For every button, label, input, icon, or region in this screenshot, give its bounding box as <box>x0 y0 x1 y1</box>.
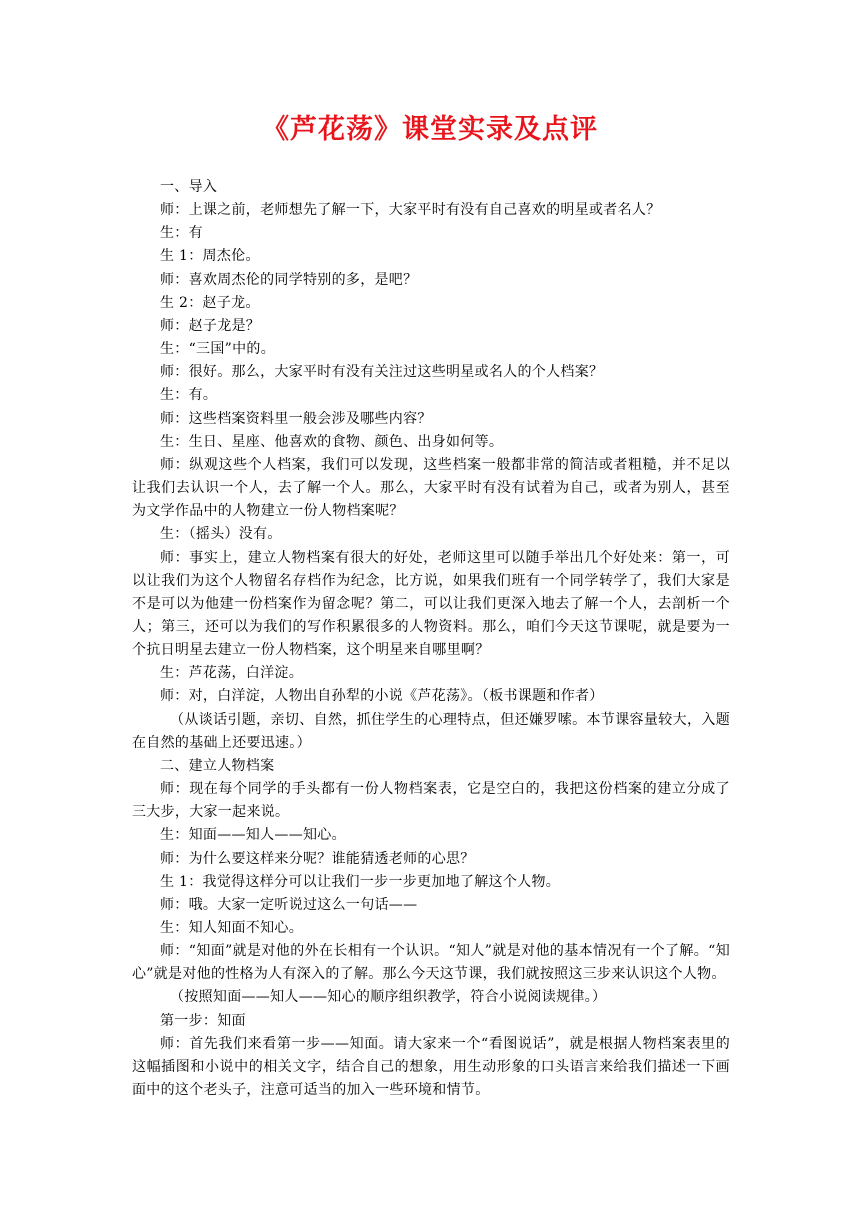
paragraph: 师：这些档案资料里一般会涉及哪些内容？ <box>160 410 432 427</box>
paragraph: 师：哦。大家一定听说过这么一句话—— <box>160 896 418 913</box>
commentary-paragraph: （按照知面——知人——知心的顺序组织教学，符合小说阅读规律。） <box>170 989 607 1006</box>
paragraph: 师：纵观这些个人档案，我们可以发现，这些档案一般都非常的简洁或者粗糙，并不足以让我们去认识一个人，去了解一个人。那么，大家平时有没有试着为自己，或者为别人，甚至为文学作品中的人物建立一份人物档案呢？ <box>132 456 730 520</box>
paragraph: 师：事实上，建立人物档案有很大的好处，老师这里可以随手举出几个好处来：第一，可以让我们为这个人物留名存档作为纪念，比方说，如果我们班有一个同学转学了，我们大家是不是可以为他建一份档案作为留念呢？第二，可以让我们更深入地去了解一个人，去剖析一个人；第三，还可以为我们的写作积累很多的人物资料。那么，咱们今天这节课呢，就是要为一个抗日明星去建立一份人物档案，这个明星来自哪里啊？ <box>132 549 730 659</box>
paragraph: 第一步：知面 <box>160 1012 246 1029</box>
paragraph: 师：“知面”就是对他的外在长相有一个认识。“知人”就是对他的基本情况有一个了解。“知心”就是对他的性格为人有深入的了解。那么今天这节课，我们就按照这三步来认识这个人物。 <box>132 943 730 983</box>
paragraph: 生 1：周杰伦。 <box>160 248 260 265</box>
paragraph: 生：有 <box>160 225 203 242</box>
paragraph: 生 2：赵子龙。 <box>160 294 260 311</box>
paragraph: 师：喜欢周杰伦的同学特别的多，是吧？ <box>160 271 418 288</box>
paragraph: 一、导入 <box>160 179 218 195</box>
paragraph: 师：上课之前，老师想先了解一下，大家平时有没有自己喜欢的明星或者名人？ <box>160 202 661 219</box>
paragraph: 师：为什么要这样来分呢？谁能猜透老师的心思？ <box>160 850 475 867</box>
paragraph: 生：知面——知人——知心。 <box>160 827 346 844</box>
paragraph: 生：知人知面不知心。 <box>160 920 303 936</box>
paragraph: 生：（摇头）没有。 <box>160 526 282 543</box>
paragraph: 师：现在每个同学的手头都有一份人物档案表，它是空白的，我把这份档案的建立分成了三大步，大家一起来说。 <box>132 781 730 821</box>
paragraph: 师：对，白洋淀，人物出自孙犁的小说《芦花荡》。（板书课题和作者） <box>160 688 604 705</box>
paragraph: 生：有。 <box>160 387 218 404</box>
paragraph: 师：很好。那么，大家平时有没有关注过这些明星或名人的个人档案？ <box>160 364 604 381</box>
paragraph: 二、建立人物档案 <box>160 757 275 774</box>
paragraph: 生：生日、星座、他喜欢的食物、颜色、出身如何等。 <box>160 433 504 450</box>
document-title: 《芦花荡》课堂实录及点评 <box>262 114 598 145</box>
paragraph: 生 1：我觉得这样分可以让我们一步一步更加地了解这个人物。 <box>160 873 561 890</box>
paragraph: 师：首先我们来看第一步——知面。请大家来一个“看图说话”，就是根据人物档案表里的这幅插图和小说中的相关文字，结合自己的想象，用生动形象的口头语言来给我们描述一下画面中的这个老头子，注意可适当的加入一些环境和情节。 <box>132 1035 730 1099</box>
paragraph: 师：赵子龙是？ <box>160 317 261 334</box>
paragraph: 生：芦花荡，白洋淀。 <box>160 665 303 682</box>
document-body <box>132 176 730 1102</box>
paragraph: 生：“三国”中的。 <box>160 341 276 358</box>
commentary-paragraph: （从谈话引题，亲切、自然，抓住学生的心理特点，但还嫌罗嗦。本节课容量较大，入题在自然的基础上还要迅速。） <box>132 711 730 751</box>
